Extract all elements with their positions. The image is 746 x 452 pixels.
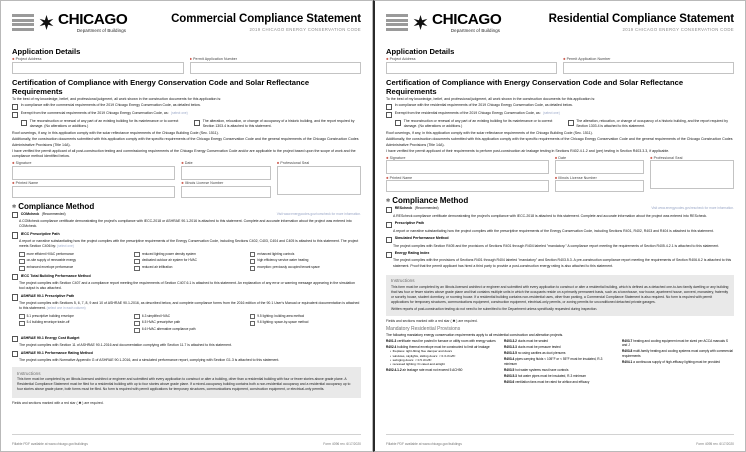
provision-text: multi-family heating and cooling systems must comply with commercial requirements — [622, 349, 733, 358]
option-reduced-infiltration[interactable] — [134, 265, 245, 271]
provision-text: certificate must be posted in furnace or utility room with energy values — [397, 338, 496, 343]
page-header — [386, 8, 734, 44]
method-name: COMcheck — [20, 211, 40, 216]
instructions-body: This form must be completed by an Illinois-licensed architect or engineer and submitted with every application to construct or alter a residential building, which is defined as a detached one-to-two family dwelling or any building that has four or fewer stories above grade plane and that contains multiple units in which the occupants reside on a primarily permanent basis, such as a townhouse, row house, apartment house, convent, monastery, fraternity or sorority house, student dormitory, or rooming house. If a residential building contains non-residential uses, other than parking, a Commercial Compliance Statement is also required. No form is required with permit applications for temporary structures, communications equipment, construction equipment, electrical-only permits, or zoning permits for unconditioned detached private garages. — [391, 284, 729, 305]
option-label: high efficiency service water heating — [257, 258, 309, 263]
exempt-suboption-reconstruction[interactable] — [395, 119, 562, 129]
checkbox-icon[interactable] — [19, 314, 25, 320]
checkbox-icon[interactable] — [19, 321, 25, 327]
provision-code: R403.6 — [504, 379, 515, 384]
exempt-suboption-label: The reconstruction or renewal of any part of an existing building for its maintenance or to correct damage. (No alterations or additions.) — [29, 119, 179, 129]
mandatory-provisions-columns — [386, 339, 734, 387]
checkbox-icon[interactable] — [19, 259, 25, 265]
provision-code: R403.7 — [622, 338, 633, 343]
provision-code: R403.8 — [622, 349, 633, 354]
footer-pdf-link[interactable]: Fillable PDF available at www.chicago.gov/buildings — [386, 442, 462, 446]
page-subtitle: 2019 CHICAGO ENERGY CONSERVATION CODE — [622, 26, 734, 32]
provision-text: hot water pipes must be insulated, R-3 minimum — [517, 373, 587, 378]
license-number-input[interactable] — [181, 186, 271, 198]
form-title-block — [171, 8, 361, 32]
instructions-heading: Instructions — [391, 278, 415, 284]
provision-item — [386, 368, 498, 373]
option-label: enhanced lighting controls — [257, 251, 295, 256]
method-comcheck[interactable] — [12, 212, 361, 230]
method-ashrae-performance-rating[interactable] — [12, 351, 361, 363]
footer-form-number: Form 4095 rev. 6/17/2020 — [696, 442, 734, 446]
professional-seal-input[interactable] — [650, 160, 734, 189]
option-63-simplified-hvac[interactable] — [134, 314, 245, 320]
provision-bullet: • recessed lighting: IC-rated and airtight — [390, 362, 498, 366]
exempt-suboption-reconstruction[interactable] — [21, 119, 188, 129]
date-label: ✱ Date — [555, 156, 644, 160]
provision-item — [622, 339, 734, 348]
method-body: The project complies with Section R405 and the provisions of Sections R401 through R404 labeled "mandatory." A compliance report meeting the requirements of Section R405.4.2.1 is attached to this statement. — [393, 243, 720, 248]
mandatory-column-2 — [504, 339, 616, 387]
certification-intro: To the best of my knowledge, belief, and professional judgment, all work shown in the construction documents for this application is: — [12, 96, 222, 101]
checkbox-icon[interactable] — [250, 259, 256, 265]
form-title-block — [549, 8, 734, 32]
signature-field — [386, 156, 549, 193]
application-details-fields — [386, 57, 734, 74]
mandatory-provisions-intro: The following mandatory energy conservation requirements apply to all residential construction and alteration projects. — [386, 333, 564, 337]
ashrae-options — [19, 313, 361, 334]
page-footer — [386, 442, 734, 446]
footer-divider — [12, 434, 361, 435]
date-input[interactable] — [181, 166, 271, 180]
method-iecc-prescriptive[interactable] — [12, 232, 361, 271]
provision-text: no using cavities as duct plenums — [517, 350, 566, 355]
provision-text: pipes carrying fluids < 105°F or < 55°F must be insulated, R-3 minimum — [504, 356, 603, 366]
checkbox-icon[interactable] — [134, 321, 140, 327]
option-label: 6.5 HVAC prescriptive path — [141, 320, 181, 325]
select-one-hint: (select one in each column) — [46, 306, 86, 311]
project-address-field — [12, 57, 184, 74]
signature-label: ✱ Signature — [12, 161, 175, 165]
comcheck-hint: Visit www.energycodes.gov/comcheck for more information. — [276, 211, 361, 216]
rescheck-hint: Visit www.energycodes.gov/rescheck for more information. — [651, 206, 734, 211]
method-body-text: The project complies with Sections 5, 6, 7, 8, 9 and 10 of ASHRAE 90.1-2016, as described below, and complete compliance forms from the 2016 edition of the 90.1 User's Manual or equivalent documentation is attached to this statement. — [19, 301, 360, 311]
c406-options — [19, 251, 361, 272]
exempt-suboption-label: The reconstruction or renewal of any part of an existing building for its maintenance or to correct damage. (No alterations or additions.) — [403, 119, 553, 129]
method-tag: (Recommended) — [414, 206, 439, 211]
provision-item — [504, 374, 616, 379]
permit-number-label: ✱ Permit Application Number — [190, 57, 362, 61]
date-field — [555, 156, 644, 193]
date-input[interactable] — [555, 160, 644, 174]
professional-seal-label: ✱ Professional Seal — [277, 161, 361, 165]
provision-item — [504, 380, 616, 385]
residential-compliance-page — [373, 0, 746, 452]
certification-option-label: Exempt from the residential requirements of the 2019 Chicago Energy Conservation Code, as: — [394, 111, 541, 116]
provision-text: ducts must be pressure tested — [517, 344, 561, 349]
option-65-hvac-prescriptive[interactable] — [134, 320, 245, 326]
provision-code: R402.4.1.2 — [386, 368, 402, 373]
option-label: 6.6 HVAC alternative compliance path — [141, 327, 196, 332]
signature-row — [12, 161, 361, 198]
option-54-tradeoff[interactable] — [19, 320, 130, 326]
provision-bullet: • windows, skylights, sliding doors: < 0.3 cfm/ft² — [390, 354, 498, 358]
method-name: IECC Prescriptive Path — [20, 231, 60, 236]
compliance-method-heading: ✲ Compliance Method — [12, 202, 361, 211]
option-lighting-power-density[interactable] — [134, 252, 245, 258]
application-details-heading: Application Details — [12, 47, 81, 56]
page-title: Commercial Compliance Statement — [171, 13, 361, 25]
chicago-star-icon — [39, 15, 54, 30]
certification-option-label: Exempt from the commercial requirements of the 2019 Chicago Energy Conservation Code, as: — [20, 111, 169, 116]
method-body: A report or narrative substantiating how the project complies with the prescriptive requirements of the Energy Conservation Code, including Sections R401, R402, R403 and R404 is attached to this statement. — [393, 228, 714, 233]
method-body — [19, 301, 361, 312]
city-name: CHICAGO — [432, 11, 502, 28]
chicago-wordmark — [432, 12, 500, 33]
application-details-heading: Application Details — [386, 47, 455, 56]
provision-text: a continuous supply of high-efficacy lighting must be provided — [633, 360, 720, 365]
option-label: enhanced envelope performance — [26, 265, 74, 270]
method-body: The project complies with the provisions of Sections R401 through R404 labeled "mandatory" and Section R403.5.3. A pre-construction compliance report meeting the requirements of Section R406.6.2 is attached to this statement. Proof that the permit applicant has hired a third party to provide a post-construction energy rating is also attached to this statement. — [393, 258, 732, 268]
option-label: 9.6 lighting: space-by-space method — [257, 320, 309, 325]
certification-option-exempt[interactable] — [12, 111, 361, 118]
signature-field — [12, 161, 175, 198]
chicago-wordmark — [58, 12, 126, 33]
method-name: IECC Total Building Performance Method — [20, 273, 91, 278]
footer-pdf-link[interactable]: Fillable PDF available at www.chicago.gov/buildings — [12, 442, 88, 446]
attestation-paragraph: I have verified the permit applicant of all post-construction testing and commissioning requirements of the Chicago Energy Conservation Code and/or are applicable to the project based upon the scope of work and the compliance method identified below. — [12, 148, 356, 158]
method-body: The project complies with Normative Appendix G of ASHRAE 90.1-2016, and a simulated performance report, complying with Section G1.3 is attached to this statement. — [19, 357, 280, 362]
professional-seal-label: ✱ Professional Seal — [650, 156, 734, 160]
roof-covering-paragraph: Roof coverings, if any, in this application comply with the solar reflectance requirements of the Chicago Building Code (Sec. 1511). — [386, 131, 593, 136]
provision-code: R403.4 — [504, 356, 515, 361]
professional-seal-field — [277, 161, 361, 198]
method-name: Energy Rating Index — [394, 251, 430, 256]
additional-requirements-paragraph: Additionally, the construction documents submitted with this application comply with the specific requirements of the Chicago Energy Conservation Code and the general requirements of the Chicago Construction Codes Administrative Provisions (Title 14A). — [386, 137, 733, 147]
permit-number-field — [563, 57, 734, 74]
checkbox-icon[interactable] — [12, 212, 18, 218]
date-field — [181, 161, 271, 198]
mandatory-column-3 — [622, 339, 734, 387]
checkbox-icon[interactable] — [19, 252, 25, 258]
checkbox-icon[interactable] — [194, 120, 200, 126]
option-96-space-by-space[interactable] — [250, 320, 361, 326]
provision-item — [504, 368, 616, 373]
mandatory-provisions-section — [386, 326, 734, 386]
mandatory-column-1 — [386, 339, 498, 387]
option-label: 5.1 prescriptive building envelope — [26, 313, 74, 318]
provision-text: heating and cooling equipment must be sized per ACCA manuals S and J — [622, 338, 728, 348]
checkbox-icon[interactable] — [134, 259, 140, 265]
checkbox-icon[interactable] — [568, 120, 574, 126]
department-name: Department of Buildings — [76, 27, 127, 33]
permit-number-input[interactable] — [563, 62, 734, 74]
select-one-hint: (select one) — [543, 111, 560, 116]
certification-heading: Certification of Compliance with Energy Conservation Code and Solar Reflectance Requirements — [386, 77, 684, 96]
provision-text: ducts must be sealed — [517, 338, 548, 343]
checkbox-icon[interactable] — [134, 266, 140, 272]
provision-item — [622, 349, 734, 358]
method-body: The project complies with Section C407 and a compliance report meeting the requirements of Section C407.6.1 is attached to this statement. An explanation of any error or warning message appearing in the simulation tool output is also attached. — [19, 280, 355, 291]
chicago-flag-bars-icon — [386, 14, 408, 31]
certification-option-exempt[interactable] — [386, 111, 734, 118]
checkbox-icon[interactable] — [134, 252, 140, 258]
exempt-suboption-historic[interactable] — [568, 119, 735, 129]
exempt-suboption-label: The alteration, relocation, or change of occupancy of a historic building, and the report required by Section 1303.4 is attached to this statement. — [202, 119, 355, 129]
permit-number-field — [190, 57, 362, 74]
method-simulated-performance[interactable] — [386, 236, 734, 248]
provision-code: R402.4 — [386, 344, 397, 349]
option-95-building-area[interactable] — [250, 314, 361, 320]
chicago-star-icon — [413, 15, 428, 30]
method-tag: (Recommended) — [41, 211, 66, 216]
option-tenant-space-exception[interactable] — [250, 265, 361, 271]
instructions-panel — [386, 275, 734, 316]
compliance-method-heading: ✲ Compliance Method — [386, 196, 734, 205]
select-one-hint: (select one) — [171, 111, 188, 116]
printed-name-label: ✱ Printed Name — [12, 181, 175, 185]
project-address-input[interactable] — [12, 62, 184, 74]
signature-label: ✱ Signature — [386, 156, 549, 160]
option-label: on-site supply of renewable energy — [26, 258, 77, 263]
option-dedicated-outdoor-air[interactable] — [134, 258, 245, 264]
option-label: dedicated outdoor air system for HVAC — [141, 258, 197, 263]
method-name: Simulated Performance Method — [394, 236, 449, 241]
method-prescriptive-path[interactable] — [386, 221, 734, 233]
license-number-label: ✱ Illinois License Number — [181, 181, 271, 185]
checkbox-icon[interactable] — [12, 294, 18, 300]
select-one-hint: (select one) — [57, 244, 74, 249]
instructions-body: This form must be completed by an Illinois-licensed architect or engineer and submitted with every application to construct or alter a building, other than a residential building with four or fewer stories above grade plane. A Residential Compliance Statement must be filed for a residential building with up to four stories above grade plane. If a mixed-occupancy building contains both a non-residential occupancy and a residential occupancy up to four stories above grade plane, both forms must be filed. No form is required with permit applications for temporary structures, communications equipment, construction equipment, or electrical-only permits. — [17, 377, 351, 392]
printed-name-input[interactable] — [12, 186, 175, 198]
checkbox-icon[interactable] — [386, 207, 392, 213]
provision-text: building thermal envelope must be constructed to limit air leakage — [397, 344, 490, 349]
method-name: ASHRAE 90.1 Energy Cost Budget — [20, 335, 80, 340]
department-name: Department of Buildings — [450, 27, 501, 33]
project-address-input[interactable] — [386, 62, 557, 74]
checkbox-icon[interactable] — [134, 328, 140, 334]
option-label: reduced lighting power density system — [141, 251, 196, 256]
method-name: ASHRAE 90.1 Prescriptive Path — [20, 293, 75, 298]
project-address-label: ✱ Project Address — [386, 57, 557, 61]
checkbox-icon[interactable] — [250, 321, 256, 327]
provision-code: R403.5 — [504, 367, 515, 372]
checkbox-icon[interactable] — [21, 120, 27, 126]
printed-name-input[interactable] — [386, 180, 549, 192]
checkbox-icon[interactable] — [12, 104, 18, 110]
method-ashrae-prescriptive[interactable] — [12, 294, 361, 333]
checkbox-icon[interactable] — [386, 222, 392, 228]
option-label: 5.4 building envelope trade-off — [26, 320, 70, 325]
provision-code: R403.3.5 — [504, 350, 517, 355]
provision-bullet: • swinging doors: < 0.5 cfm/ft² — [390, 358, 498, 362]
checkbox-icon[interactable] — [134, 314, 140, 320]
method-body: A REScheck compliance certificate demonstrating the project's compliance with IECC-2018 is attached to this statement. Complete and accurate information about the project was entered into REScheck. — [393, 213, 708, 218]
footer-divider — [386, 434, 734, 435]
method-body: The project complies with Section 11 of ASHRAE 90.1-2016 and documentation complying with Section 11.7 is attached to this statement. — [19, 342, 232, 347]
required-fields-note: Fields and sections marked with a red star ( ✱ ) are required. — [386, 319, 478, 323]
project-address-field — [386, 57, 557, 74]
exempt-suboption-historic[interactable] — [194, 119, 361, 129]
provision-code: R403.3.3 — [504, 344, 517, 349]
provision-item — [386, 339, 498, 344]
checkbox-icon[interactable] — [250, 314, 256, 320]
license-number-label: ✱ Illinois License Number — [555, 176, 644, 180]
provision-code: R401.3 — [386, 338, 397, 343]
city-name: CHICAGO — [58, 11, 128, 28]
license-number-input[interactable] — [555, 180, 644, 192]
instructions-body-secondary: Written reports of post-construction testing do not need to be submitted to the Department unless specifically requested during inspection. — [391, 307, 598, 312]
roof-covering-paragraph: Roof coverings, if any, in this application comply with the solar reflectance requirements of the Chicago Building Code (Sec. 1511). — [12, 131, 219, 136]
checkbox-icon[interactable] — [12, 336, 18, 342]
checkbox-icon[interactable] — [386, 252, 392, 258]
provision-code: R404.1 — [622, 360, 633, 365]
provision-code: R403.3.2 — [504, 338, 517, 343]
signature-input[interactable] — [386, 160, 549, 174]
provision-item — [386, 345, 498, 367]
method-energy-rating-index[interactable] — [386, 251, 734, 269]
certification-option-compliance[interactable] — [12, 103, 361, 110]
signature-input[interactable] — [12, 166, 175, 180]
page-subtitle: 2019 CHICAGO ENERGY CONSERVATION CODE — [249, 26, 361, 32]
chicago-logo — [12, 8, 126, 33]
checkbox-icon[interactable] — [386, 237, 392, 243]
checkbox-icon[interactable] — [386, 112, 392, 118]
checkbox-icon[interactable] — [12, 232, 18, 238]
option-label: more efficient HVAC performance — [26, 251, 74, 256]
checkbox-icon[interactable] — [386, 104, 392, 110]
provision-item — [504, 351, 616, 356]
option-label: reduced air infiltration — [141, 265, 173, 270]
option-renewable-energy[interactable] — [19, 258, 130, 264]
method-name: REScheck — [394, 206, 413, 211]
professional-seal-field — [650, 156, 734, 193]
option-lighting-controls[interactable] — [250, 252, 361, 258]
option-service-water-heating[interactable] — [250, 258, 361, 264]
footer-form-number: Form 4096 rev. 6/17/2020 — [323, 442, 361, 446]
checkbox-icon[interactable] — [12, 112, 18, 118]
permit-number-label: ✱ Permit Application Number — [563, 57, 734, 61]
required-fields-note: Fields and sections marked with a red star ( ✱ ) are required. — [12, 400, 104, 405]
checkbox-icon[interactable] — [250, 266, 256, 272]
instructions-panel — [12, 367, 361, 398]
method-ashrae-energy-cost-budget[interactable] — [12, 336, 361, 348]
method-body-text: A report or narrative substantiating how the project complies with the prescriptive requirements of the Energy Conservation Code, including Sections C402, C403, C404 and C405 is attached to this statement. The project meets Section C406 by: — [19, 239, 359, 249]
option-envelope-performance[interactable] — [19, 265, 130, 271]
provision-text: ventilation fans must be rated for airflow and efficacy — [515, 379, 590, 384]
page-title: Residential Compliance Statement — [548, 13, 734, 25]
professional-seal-input[interactable] — [277, 166, 361, 195]
additional-requirements-paragraph: Additionally, the construction documents submitted with this application comply with the specific requirements of the Chicago Energy Conservation Code and the general requirements of the Chicago Construction Codes Administrative Provisions (Title 14A). — [12, 137, 359, 147]
option-label: 9.5 lighting: building area method — [257, 313, 305, 318]
method-iecc-total-building[interactable] — [12, 274, 361, 292]
exempt-suboption-label: The alteration, relocation, or change of occupancy of a historic building, and the report required by Section 1303.4 is attached to this statement. — [576, 119, 728, 129]
chicago-logo — [386, 8, 500, 33]
provision-text: hot water systems must have controls — [515, 367, 569, 372]
instructions-heading: Instructions — [17, 370, 41, 376]
project-address-label: ✱ Project Address — [12, 57, 184, 61]
checkbox-icon[interactable] — [250, 252, 256, 258]
application-details-fields — [12, 57, 361, 74]
page-footer — [12, 442, 361, 446]
attestation-paragraph: I have verified the permit applicant of their requirements to perform post-construction air leakage testing in Sections R402.4.1.2 and (per) testing in Section R403.3.3, if applicable. — [386, 148, 670, 153]
printed-name-label: ✱ Printed Name — [386, 176, 549, 180]
method-rescheck[interactable] — [386, 206, 734, 218]
page-header — [12, 8, 361, 44]
certification-intro: To the best of my knowledge, belief, and professional judgment, all work shown in the construction documents for this application is: — [386, 96, 596, 101]
checkbox-icon[interactable] — [19, 266, 25, 272]
option-hvac-performance[interactable] — [19, 252, 130, 258]
date-label: ✱ Date — [181, 161, 271, 165]
provision-text: air leakage rate must not exceed 5 ACH50 — [402, 368, 463, 373]
option-51-envelope[interactable] — [19, 314, 130, 320]
provision-item — [504, 339, 616, 344]
checkbox-icon[interactable] — [395, 120, 401, 126]
certification-option-label: In compliance with the commercial requirements of the 2019 Chicago Energy Conservation Code, as detailed below. — [20, 103, 201, 108]
checkbox-icon[interactable] — [12, 274, 18, 280]
provision-item — [504, 345, 616, 350]
certification-heading: Certification of Compliance with Energy Conservation Code and Solar Reflectance Requirements — [12, 77, 310, 96]
option-label: exception: previously occupied tenant space — [257, 265, 320, 270]
provision-bullets — [386, 349, 498, 366]
mandatory-provisions-heading: Mandatory Residential Provisions — [386, 326, 461, 332]
option-label: 6.3 simplified HVAC — [141, 313, 171, 318]
chicago-flag-bars-icon — [12, 14, 34, 31]
signature-row — [386, 156, 734, 193]
certification-option-compliance[interactable] — [386, 103, 734, 110]
provision-bullet: • fireplace: tight-fitting flue damper and doors — [390, 349, 498, 353]
provision-item — [622, 360, 734, 365]
provision-item — [504, 357, 616, 366]
method-body: A COMcheck compliance certificate demonstrating the project's compliance with IECC-2018 or ASHRAE 90.1-2016 is attached to this statement. Complete and accurate information about the project was entered into COMcheck. — [19, 218, 352, 229]
permit-number-input[interactable] — [190, 62, 362, 74]
certification-option-label: In compliance with the residential requirements of the 2019 Chicago Energy Conservation Code, as detailed below. — [394, 103, 573, 108]
option-66-hvac-alternative[interactable] — [134, 327, 245, 333]
provision-code: R403.5.3 — [504, 373, 517, 378]
checkbox-icon[interactable] — [12, 351, 18, 357]
method-name: Prescriptive Path — [394, 221, 425, 226]
method-body — [19, 239, 361, 250]
method-name: ASHRAE 90.1 Performance Rating Method — [20, 350, 93, 355]
